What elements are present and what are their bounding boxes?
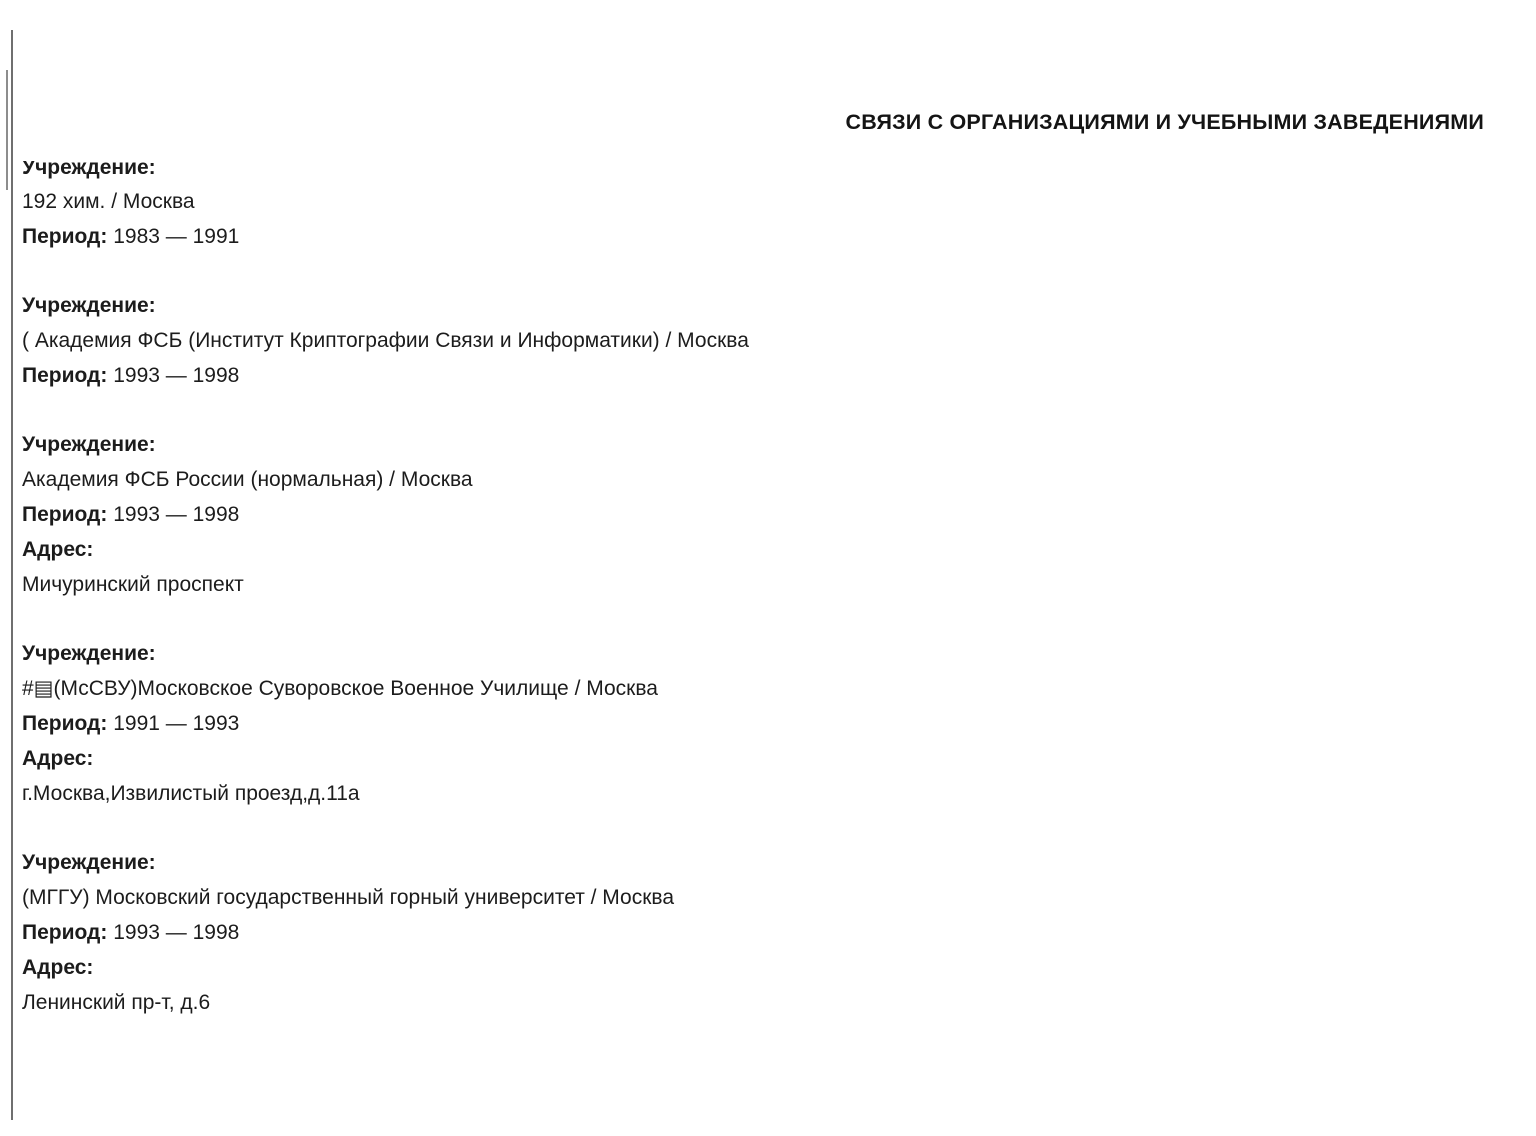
- period-value: 1993 — 1998: [113, 921, 240, 944]
- address-label: Адрес:: [22, 538, 94, 561]
- period-label: Период:: [22, 225, 114, 248]
- institution-label: Учреждение:: [22, 294, 156, 317]
- institution-entry: [22, 288, 1422, 393]
- address-label: Адрес:: [22, 747, 94, 770]
- institution-entry: [22, 427, 1422, 602]
- address-value: Мичуринский проспект: [22, 573, 244, 596]
- page-border-line-secondary: [6, 70, 8, 190]
- institution-label: Учреждение:: [22, 433, 156, 456]
- period-label: Период:: [22, 921, 114, 944]
- institution-entry: [22, 161, 1422, 254]
- period-value: 1983 — 1991: [113, 225, 240, 248]
- address-value: Ленинский пр-т, д.6: [22, 991, 211, 1014]
- institution-label: Учреждение:: [22, 851, 156, 874]
- page-border-line: [11, 30, 13, 1120]
- institution-label: Учреждение:: [22, 642, 156, 665]
- institution-name: #▤(МсСВУ)Московское Суворовское Военное Училище / Москва: [22, 677, 658, 700]
- period-row: [22, 219, 1422, 254]
- institution-entry: [22, 845, 1422, 1020]
- period-row: [22, 706, 1422, 741]
- institution-name: (МГГУ) Московский государственный горный университет / Москва: [22, 886, 675, 909]
- institution-entry: [22, 636, 1422, 811]
- institution-name: 192 хим. / Москва: [22, 190, 195, 213]
- address-value: г.Москва,Извилистый проезд,д.11а: [22, 782, 360, 805]
- institution-name: ( Академия ФСБ (Институт Криптографии Связи и Информатики) / Москва: [22, 329, 749, 352]
- period-value: 1993 — 1998: [113, 364, 240, 387]
- institution-name: Академия ФСБ России (нормальная) / Москва: [22, 468, 473, 491]
- period-label: Период:: [22, 503, 114, 526]
- period-row: [22, 915, 1422, 950]
- institution-label: Учреждение:: [22, 161, 156, 179]
- period-row: [22, 497, 1422, 532]
- page-title: СВЯЗИ С ОРГАНИЗАЦИЯМИ И УЧЕБНЫМИ ЗАВЕДЕНИЯМИ: [845, 110, 1484, 134]
- entries-list: [22, 161, 1422, 1020]
- period-label: Период:: [22, 364, 114, 387]
- period-row: [22, 358, 1422, 393]
- period-value: 1993 — 1998: [113, 503, 240, 526]
- period-label: Период:: [22, 712, 114, 735]
- institution-label-clipped: [22, 161, 1422, 184]
- address-label: Адрес:: [22, 956, 94, 979]
- period-value: 1991 — 1993: [113, 712, 240, 735]
